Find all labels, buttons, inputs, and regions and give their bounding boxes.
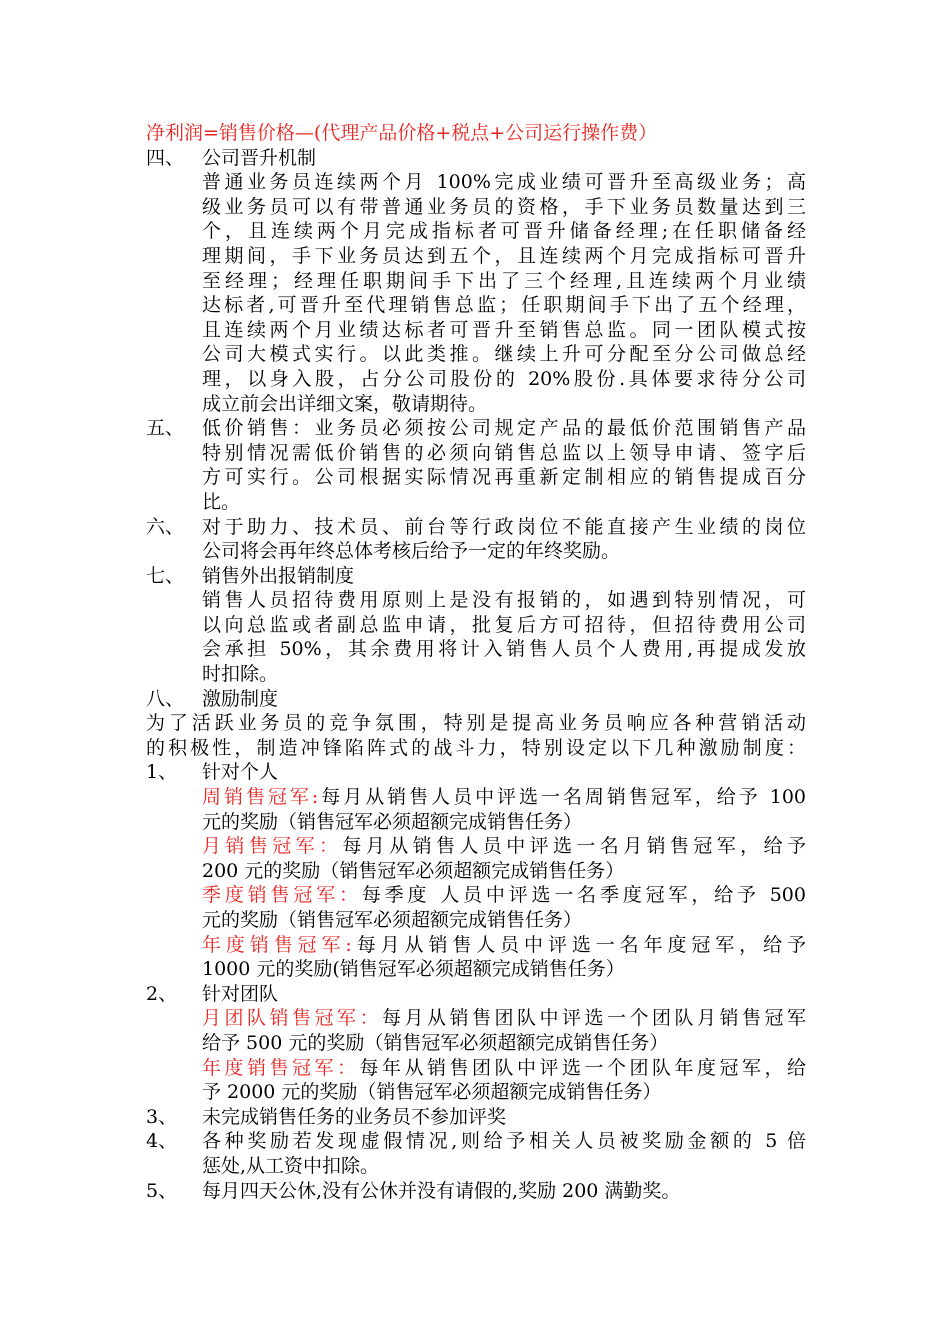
paragraph-line [0,195,950,220]
award-text [202,1056,806,1081]
item-number: 4、 [146,1130,178,1153]
item-2-heading [0,982,950,1007]
item-title: 针对个人 [202,761,279,784]
paragraph-line [0,441,950,466]
item-number: 2、 [146,982,178,1005]
paragraph-line [0,293,950,318]
award-line [0,859,950,884]
paragraph-line [0,318,950,343]
award-line [0,957,950,982]
section-number: 六、 [146,515,185,538]
award-label: 季度销售冠军： [202,884,362,907]
award-line [0,933,950,958]
paragraph-text: 对于助力、技术员、前台等行政岗位不能直接产生业绩的岗位 [202,515,806,538]
paragraph-line [0,613,950,638]
paragraph-line [0,392,950,417]
paragraph-line [0,170,950,195]
paragraph-line [0,367,950,392]
intro-line [0,736,950,761]
award-line [0,834,950,859]
paragraph-text: 普通业务员连续两个月 100%完成业绩可晋升至高级业务；高 [202,171,806,194]
paragraph-text: 特别情况需低价销售的必须向销售总监以上领导申请、签字后 [202,441,806,464]
section-7-heading [0,564,950,589]
award-text [202,883,806,908]
item-number: 5、 [146,1179,178,1202]
formula-line [0,121,950,146]
paragraph-text: 低价销售：业务员必须按公司规定产品的最低价范围销售产品 [202,417,806,440]
item-4-continuation [0,1154,950,1179]
section-title: 公司晋升机制 [202,146,317,169]
award-label: 周销售冠军: [202,786,319,809]
award-description: 每年从销售团队中评选一个团队年度冠军，给 [359,1056,806,1079]
paragraph-line [0,269,950,294]
award-description: 予 2000 元的奖励（销售冠军必须超额完成销售任务） [202,1081,662,1104]
paragraph-text: 且连续两个月业绩达标者可晋升至销售总监。同一团队模式按 [202,318,806,341]
profit-formula: 净利润=销售价格—(代理产品价格+税点+公司运行操作费） [146,122,658,144]
award-description: 给予 500 元的奖励（销售冠军必须超额完成销售任务） [202,1031,669,1054]
paragraph-line [0,662,950,687]
paragraph-text: 公司将会再年终总体考核后给予一定的年终奖励。 [202,540,621,563]
paragraph-text: 成立前会出详细文案，敬请期待。 [202,392,488,415]
section-8-heading [0,687,950,712]
award-line [0,1080,950,1105]
item-text: 各种奖励若发现虚假情况,则给予相关人员被奖励金额的 5 倍 [202,1130,806,1153]
paragraph-line [0,490,950,515]
paragraph-text: 方可实行。公司根据实际情况再重新定制相应的销售提成百分 [202,466,806,489]
paragraph-text: 个，且连续两个月完成指标者可晋升储备经理;在任职储备经 [202,220,806,243]
award-label: 年度销售冠军: [202,933,352,956]
paragraph-text: 理期间，手下业务员达到五个，且连续两个月完成指标可晋升 [202,244,806,267]
section-number: 八、 [146,687,185,710]
award-label: 月销售冠军： [202,835,343,858]
award-description: 每月从销售人员中评选一名周销售冠军，给予 100 [318,786,807,809]
award-line [0,1031,950,1056]
paragraph-text: 时扣除。 [202,663,279,686]
intro-text: 的积极性，制造冲锋陷阵式的战斗力，特别设定以下几种激励制度： [146,736,806,759]
section-number: 七、 [146,564,185,587]
paragraph-text: 达标者,可晋升至代理销售总监；任职期间手下出了五个经理， [202,294,806,317]
item-4-line [0,1129,950,1154]
intro-text: 为了活跃业务员的竞争氛围，特别是提高业务员响应各种营销活动 [146,712,806,735]
item-text: 每月四天公休,没有公休并没有请假的,奖励 200 满勤奖。 [202,1179,681,1202]
award-text [202,933,806,958]
award-description: 每月从销售人员中评选一名月销售冠军，给予 [342,835,806,858]
section-title: 激励制度 [202,687,279,710]
paragraph-line [0,219,950,244]
item-text: 未完成销售任务的业务员不参加评奖 [202,1105,507,1128]
item-1-heading [0,760,950,785]
paragraph-line [0,539,950,564]
section-4-heading [0,146,950,171]
award-text [202,1006,806,1031]
award-description: 每月从销售团队中评选一个团队月销售冠军 [382,1007,806,1030]
paragraph-line [0,465,950,490]
paragraph-text: 至经理；经理任职期间手下出了三个经理,且连续两个月业绩 [202,269,806,292]
award-line [0,785,950,810]
award-line [0,810,950,835]
paragraph-line [0,244,950,269]
paragraph-text: 级业务员可以有带普通业务员的资格，手下业务员数量达到三 [202,195,806,218]
section-6-line [0,515,950,540]
award-line [0,1006,950,1031]
paragraph-text: 理，以身入股，占分公司股份的 20%股份.具体要求待分公司 [202,367,806,390]
item-title: 针对团队 [202,982,279,1005]
item-3-line [0,1105,950,1130]
award-text [202,834,806,859]
item-number: 1、 [146,761,178,784]
paragraph-line [0,637,950,662]
award-line [0,908,950,933]
award-description: 200 元的奖励（销售冠军必须超额完成销售任务） [202,859,625,882]
award-line [0,883,950,908]
section-5-line [0,416,950,441]
intro-line [0,711,950,736]
award-description: 每月从销售人员中评选一名年度冠军，给予 [351,933,806,956]
item-number: 3、 [146,1105,178,1128]
award-description: 每季度 人员中评选一名季度冠军，给予 500 [361,884,806,907]
item-5-line [0,1179,950,1204]
paragraph-text: 以向总监或者副总监申请，批复后方可招待，但招待费用公司 [202,613,806,636]
award-line [0,1056,950,1081]
award-description: 1000 元的奖励(销售冠军必须超额完成销售任务） [202,958,625,981]
paragraph-text: 公司大模式实行。以此类推。继续上升可分配至分公司做总经 [202,343,806,366]
award-label: 月团队销售冠军： [202,1007,382,1030]
paragraph-text: 销售人员招待费用原则上是没有报销的，如遇到特别情况，可 [202,589,806,612]
paragraph-text: 比。 [202,490,241,513]
paragraph-text: 会承担 50%，其余费用将计入销售人员个人费用,再提成发放 [202,638,806,661]
paragraph-line [0,588,950,613]
award-description: 元的奖励（销售冠军必须超额完成销售任务） [202,810,583,833]
award-label: 年度销售冠军： [202,1056,360,1079]
section-number: 五、 [146,417,185,440]
section-title: 销售外出报销制度 [202,564,355,587]
item-text: 惩处,从工资中扣除。 [202,1154,380,1177]
paragraph-line [0,342,950,367]
award-text [202,785,806,810]
section-number: 四、 [146,146,185,169]
award-description: 元的奖励（销售冠军必须超额完成销售任务） [202,909,583,931]
